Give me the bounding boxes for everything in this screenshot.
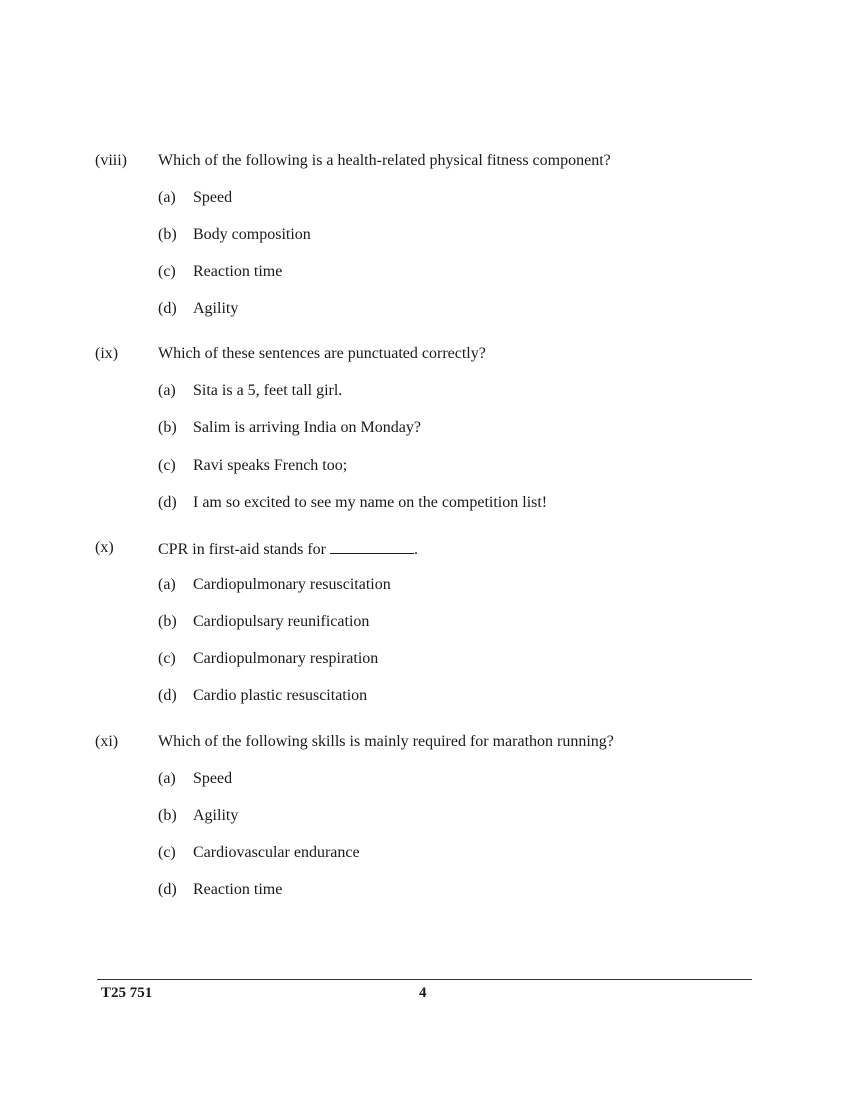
option-text: Ravi speaks French too; [193,457,348,474]
option-letter: (b) [158,419,177,436]
option-text: Agility [193,300,239,317]
question-text: CPR in first-aid stands for [158,541,326,558]
option-text: Speed [193,189,233,206]
option-ix-b [0,418,850,438]
paper-code: T25 751 [101,985,153,1001]
question-text-wrapper [158,538,418,560]
option-text: I am so excited to see my name on the competition list! [193,494,548,511]
option-xi-c [0,843,850,863]
option-letter: (d) [158,300,177,317]
option-letter: (d) [158,881,177,898]
answer-blank [330,538,414,554]
option-letter: (c) [158,263,176,280]
option-viii-b [0,225,850,245]
option-text: Reaction time [193,263,283,280]
option-viii-d [0,299,850,319]
option-viii-a [0,188,850,208]
option-text: Agility [193,807,239,824]
option-letter: (c) [158,457,176,474]
option-text: Cardiopulsary reunification [193,613,370,630]
option-text: Salim is arriving India on Monday? [193,419,421,436]
question-text: Which of the following skills is mainly required for marathon running? [158,733,614,750]
option-letter: (a) [158,576,176,593]
option-viii-c [0,262,850,282]
question-number: (ix) [95,345,119,362]
option-x-b [0,612,850,632]
option-letter: (d) [158,687,177,704]
option-letter: (d) [158,494,177,511]
footer-divider [97,979,752,980]
option-text: Body composition [193,226,311,243]
option-xi-d [0,880,850,900]
option-x-c [0,649,850,669]
question-text: Which of the following is a health-related physical fitness component? [158,152,611,169]
option-letter: (c) [158,844,176,861]
option-letter: (a) [158,189,176,206]
option-x-d [0,686,850,706]
option-xi-b [0,806,850,826]
option-letter: (c) [158,650,176,667]
option-x-a [0,575,850,595]
option-text: Cardiopulmonary respiration [193,650,379,667]
option-text: Cardiovascular endurance [193,844,360,861]
option-ix-d [0,493,850,513]
option-text: Reaction time [193,881,283,898]
option-letter: (b) [158,226,177,243]
option-letter: (b) [158,807,177,824]
option-letter: (b) [158,613,177,630]
option-ix-a [0,381,850,401]
option-ix-c [0,456,850,476]
page-number: 4 [419,985,427,1001]
option-letter: (a) [158,382,176,399]
option-xi-a [0,769,850,789]
option-letter: (a) [158,770,176,787]
question-text-end: . [414,541,418,558]
question-number: (xi) [95,733,119,750]
question-text: Which of these sentences are punctuated correctly? [158,345,486,362]
option-text: Sita is a 5, feet tall girl. [193,382,343,399]
question-number: (viii) [95,152,127,169]
option-text: Speed [193,770,233,787]
option-text: Cardio plastic resuscitation [193,687,368,704]
question-number: (x) [95,539,114,556]
option-text: Cardiopulmonary resuscitation [193,576,391,593]
